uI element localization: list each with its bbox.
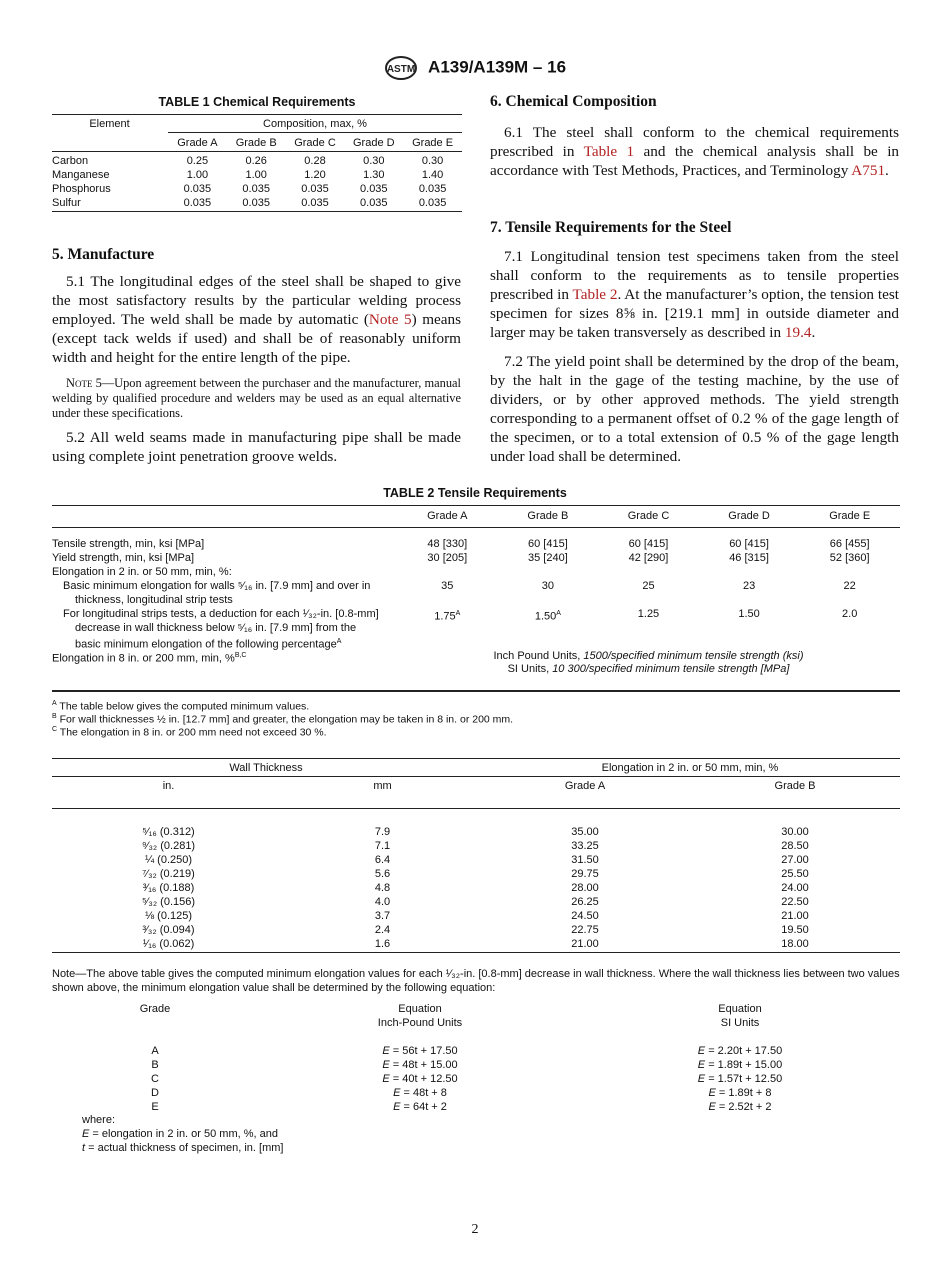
table-row [115, 1072, 820, 1086]
table-cell: 30 [205] [427, 552, 468, 564]
footnote-mark: A [455, 610, 461, 617]
elongation-8in-label [52, 649, 246, 666]
col-in-header: in. [162, 780, 175, 792]
table-row [115, 1086, 820, 1100]
eq-inch: E = 40t + 12.50 [382, 1073, 458, 1085]
table-row [115, 1044, 820, 1058]
table-cell: 18.00 [781, 938, 809, 950]
eq-text: = 1.89t + 8 [718, 1087, 772, 1099]
eq-grade: E [151, 1101, 159, 1113]
table-cell: 1.20 [304, 169, 326, 181]
eq-inch-header [340, 1002, 500, 1030]
table-row [52, 867, 900, 881]
table2-grade-header: Grade A [427, 510, 468, 522]
table-cell: 6.4 [374, 854, 391, 866]
table1-body [52, 154, 462, 210]
table-row [115, 1058, 820, 1072]
table-cell: 0.28 [304, 155, 326, 167]
table1-element-header: Element [89, 118, 130, 130]
table-row [52, 881, 900, 895]
label-text: basic minimum elongation of the following percentage [75, 638, 337, 651]
section6-para1 [490, 123, 899, 180]
table-cell: 19.50 [781, 924, 809, 936]
wall-thickness-header: Wall Thickness [229, 762, 303, 774]
table-cell: 1.50 [738, 608, 760, 620]
eq-text: = 64t + 2 [403, 1101, 447, 1113]
table-cell: 0.25 [186, 155, 209, 167]
table-row [52, 853, 900, 867]
section5-para2: 5.2 All weld seams made in manufacturing pipe shall be made using complete joint penetration groove welds. [52, 429, 461, 465]
svg-text:ASTM: ASTM [386, 64, 416, 75]
section7-para2: 7.2 The yield point shall be determined by the drop of the beam, by the halt in the gage of the testing machine, by the use of dividers, or by other approved methods. The yield strength corresponding to a permanent offset of 0.2 % of the gage length of the specimen, or to a total extension of 0.5 % of the gage length under load shall be determined. [490, 353, 899, 465]
note5-link[interactable]: Note 5 [368, 311, 412, 328]
table-row [52, 168, 462, 182]
table-cell: 1.00 [186, 169, 209, 181]
table-cell: 22.75 [571, 924, 599, 936]
section7-para1 [490, 247, 899, 342]
col-grade-b-header: Grade B [774, 780, 816, 792]
basic-elongation-label-1: Basic minimum elongation for walls ⁵⁄₁₆ in. [7.9 mm] and over in [63, 580, 371, 592]
table-cell: 30.00 [781, 826, 809, 838]
table-cell: 24.00 [781, 882, 809, 894]
table-cell: ¹⁄₁₆ (0.062) [142, 938, 195, 950]
footnote-mark: B,C [234, 652, 247, 659]
table-cell: 22.50 [781, 896, 809, 908]
eq-inch: E = 48t + 15.00 [382, 1059, 458, 1071]
inch-units-line [397, 649, 900, 663]
table1-grade-header: Grade C [294, 137, 336, 149]
table-row [52, 923, 900, 937]
table-cell: 21.00 [781, 910, 809, 922]
table2-grade-header: Grade E [829, 510, 871, 522]
eq-si: E = 2.52t + 2 [708, 1101, 772, 1113]
table-cell: 1.6 [374, 938, 391, 950]
table-cell: ³⁄₁₆ (0.188) [142, 882, 195, 894]
table2-grade-header: Grade B [527, 510, 569, 522]
eq-grade: B [151, 1059, 159, 1071]
table-cell: 30 [541, 580, 555, 592]
label-text: SI Units, [507, 663, 553, 675]
table-cell: 46 [315] [729, 552, 769, 564]
table1-grade-header: Grade D [353, 137, 395, 149]
table-cell: ⅛ (0.125) [144, 910, 193, 922]
table-cell: 23 [742, 580, 756, 592]
table-cell: 42 [290] [628, 552, 669, 564]
note-label: Note 5 [66, 376, 102, 390]
table-row [397, 579, 900, 593]
para-text: 5.1 The longitudinal edges of the steel shall be shaped to give the most satisfactory results by the particular welding process employed. The weld shall be made by automatic ( [52, 273, 461, 328]
tensile-label: Tensile strength, min, ksi [MPa] [52, 538, 205, 550]
table-cell: 33.25 [571, 840, 599, 852]
eq-inch: E = 56t + 17.50 [382, 1045, 458, 1057]
footnote-text: The table below gives the computed minimum values. [59, 700, 310, 713]
para-text: . [811, 324, 816, 341]
table-cell: 66 [455] [829, 538, 870, 550]
table-cell: ³⁄₃₂ (0.094) [142, 924, 195, 936]
section7-heading: 7. Tensile Requirements for the Steel [490, 219, 732, 236]
where-label: where: [82, 1114, 116, 1126]
table-cell: ⁵⁄₁₆ (0.312) [142, 826, 195, 838]
designation: A139/A139M – 16 [428, 57, 567, 77]
section5-para1 [52, 272, 461, 367]
table-cell: 26.25 [571, 896, 599, 908]
table-cell: 0.035 [183, 197, 212, 209]
para-text: . [885, 162, 889, 179]
table-cell: 0.30 [421, 155, 444, 167]
label-text: Elongation in 8 in. or 200 mm, min, % [52, 652, 235, 665]
table1-element: Carbon [52, 155, 89, 167]
eq-grade-header: Grade [139, 1003, 171, 1015]
deduction-label-2: decrease in wall thickness below ⁵⁄₁₆ in. [7.9 mm] from the [75, 622, 357, 634]
eq-text: = 1.89t + 15.00 [708, 1059, 783, 1071]
footnote-mark: A [336, 638, 342, 645]
table-cell: 0.035 [301, 197, 329, 209]
eq-inch: E = 48t + 8 [393, 1087, 447, 1099]
section-19-4-link[interactable]: 19.4 [784, 324, 812, 341]
table-cell: 0.035 [242, 183, 270, 195]
footnote-text: For wall thicknesses ½ in. [12.7 mm] and greater, the elongation may be taken in 8 in. or 200 mm. [59, 713, 514, 726]
page-number: 2 [471, 1222, 479, 1237]
elongation-header: Elongation in 2 in. or 50 mm, min, % [601, 762, 779, 774]
table-cell: 52 [360] [829, 552, 870, 564]
table-cell: 2.4 [374, 924, 391, 936]
table3-subheaders [52, 779, 900, 793]
table-cell: 1.25 [637, 608, 660, 620]
table-cell: 1.30 [363, 169, 385, 181]
table-cell: 0.035 [360, 197, 388, 209]
table-cell [498, 607, 599, 624]
footnote-mark: A [52, 700, 57, 707]
table1-grade-header: Grade E [412, 137, 454, 149]
footnote-mark: C [52, 726, 58, 733]
table1-element: Sulfur [52, 197, 81, 209]
eq-grade: C [151, 1073, 159, 1085]
table-cell: 35 [240] [528, 552, 568, 564]
para-text: ) means (except tack welds if used) and shall be of reasonably uniform width and height for the entire length of the pipe. [52, 311, 461, 366]
section6-heading: 6. Chemical Composition [490, 93, 657, 110]
table-cell: 3.7 [374, 910, 391, 922]
table-cell: 0.26 [245, 155, 267, 167]
table-cell: 35 [441, 580, 454, 592]
table1-grade-header: Grade A [177, 137, 218, 149]
si-units-line [397, 662, 900, 676]
eq-label: Equation [398, 1003, 442, 1015]
yield-label: Yield strength, min, ksi [MPa] [52, 552, 195, 564]
table-cell: 0.035 [301, 183, 329, 195]
table1-grade-headers [168, 136, 462, 150]
table-cell: 4.0 [374, 896, 391, 908]
equations-body [115, 1044, 820, 1114]
para-text: . At the manufacturer’s option, the tension test specimen for sizes 8⅝ in. [219.1 mm] in outside diameter and larger may be taken transversely as described in [490, 286, 899, 341]
astm-logo-icon [384, 56, 418, 80]
table-row [52, 909, 900, 923]
cell-value: 1.75 [434, 610, 456, 623]
def-t: t = actual thickness of specimen, in. [mm] [82, 1142, 284, 1154]
table-row [52, 839, 900, 853]
a751-link[interactable]: A751 [851, 162, 886, 179]
table2-grade-header: Grade C [627, 510, 670, 522]
table3-body [52, 825, 900, 951]
table-cell: 60 [415] [528, 538, 568, 550]
table-cell: 1.40 [421, 169, 444, 181]
table-cell: 60 [415] [729, 538, 769, 550]
eq-text: = 48t + 15.00 [392, 1059, 458, 1071]
table-row [115, 1100, 820, 1114]
table-cell: 2.0 [842, 608, 858, 620]
eq-grade: A [151, 1045, 159, 1057]
table-cell: 28.00 [571, 882, 599, 894]
basic-elongation-label-2: thickness, longitudinal strip tests [75, 594, 233, 606]
table-cell: 0.035 [418, 183, 447, 195]
table-cell: 28.50 [781, 840, 809, 852]
eq-text: = 2.20t + 17.50 [708, 1045, 783, 1057]
table-row [52, 182, 462, 196]
eq-text: = 2.52t + 2 [718, 1101, 772, 1113]
table-row [52, 154, 462, 168]
table-cell: 60 [415] [628, 538, 669, 550]
table-row [397, 607, 900, 624]
table1-composition-header: Composition, max, % [263, 118, 367, 130]
table2-title: TABLE 2 Tensile Requirements [383, 486, 567, 500]
table-cell: ⁵⁄₃₂ (0.156) [141, 896, 196, 908]
table-cell: 7.1 [374, 840, 391, 852]
eq-text: = 48t + 8 [403, 1087, 447, 1099]
table-cell: ⁷⁄₃₂ (0.219) [142, 868, 195, 880]
table1-element: Manganese [52, 169, 110, 181]
note-text: —Upon agreement between the purchaser and the manufacturer, manual welding by qualified procedure and welders may be used as an equal alternative under these specifications. [52, 376, 461, 420]
table-cell: 48 [330] [427, 538, 468, 550]
note5 [52, 376, 461, 421]
table-cell: 21.00 [571, 938, 599, 950]
footnote-mark: B [52, 713, 57, 720]
table-cell: 22 [843, 580, 856, 592]
table-row [52, 895, 900, 909]
eq-text: = 56t + 17.50 [392, 1045, 458, 1057]
eq-label: Equation [718, 1003, 762, 1015]
table-cell: 0.30 [363, 155, 385, 167]
table2-link[interactable]: Table 2 [572, 286, 618, 303]
table-cell: 24.50 [571, 910, 599, 922]
eq-si: E = 1.89t + 15.00 [697, 1059, 783, 1071]
table1-title: TABLE 1 Chemical Requirements [158, 95, 356, 109]
table-cell: 0.035 [360, 183, 388, 195]
table-cell: 4.8 [374, 882, 391, 894]
footnote-text: The elongation in 8 in. or 200 mm need not exceed 30 %. [59, 726, 327, 739]
footnote-mark: A [556, 610, 561, 617]
table-cell: 0.035 [242, 197, 270, 209]
table-cell: 35.00 [571, 826, 599, 838]
eq-grade: D [151, 1087, 159, 1099]
eq-si: E = 2.20t + 17.50 [697, 1045, 783, 1057]
table-row [52, 825, 900, 839]
label-text: Inch Pound Units, [493, 650, 584, 662]
eq-inch: E = 64t + 2 [393, 1101, 447, 1113]
formula: 10 300/specified minimum tensile strength [MPa] [552, 663, 790, 675]
cell-value: 1.50 [534, 610, 557, 623]
table-row [397, 551, 900, 565]
table-cell: 0.035 [183, 183, 212, 195]
table-cell: ¼ (0.250) [144, 854, 193, 866]
formula: 1500/specified minimum tensile strength (ksi) [583, 650, 804, 662]
para-text: and the chemical analysis shall be in accordance with Test Methods, Practices, and Terminology [490, 143, 900, 179]
elongation-label: Elongation in 2 in. or 50 mm, min, %: [52, 566, 232, 578]
eq-units-label: Inch-Pound Units [377, 1017, 463, 1029]
table-row [52, 196, 462, 210]
table2-grade-headers [397, 509, 900, 523]
table-cell [397, 607, 498, 624]
table1-grade-header: Grade B [235, 137, 277, 149]
footnote-c [52, 723, 327, 740]
deduction-label-1: For longitudinal strips tests, a deduction for each ¹⁄₃₂-in. [0.8-mm] [63, 608, 379, 620]
def-e: E = elongation in 2 in. or 50 mm, %, and [82, 1128, 278, 1140]
col-mm-header: mm [373, 780, 392, 792]
table-cell: 7.9 [374, 826, 391, 838]
table-cell: 0.035 [418, 197, 447, 209]
eq-si-header [660, 1002, 820, 1030]
table-row [397, 537, 900, 551]
table-cell: 31.50 [571, 854, 599, 866]
table-cell: 1.00 [245, 169, 267, 181]
table-cell: 27.00 [781, 854, 809, 866]
def-text: = actual thickness of specimen, in. [mm] [85, 1142, 284, 1154]
eq-si: E = 1.57t + 12.50 [697, 1073, 783, 1085]
table-note: Note—The above table gives the computed minimum elongation values for each ¹⁄₃₂-in. [0.8-mm] decrease in wall thickness. Where the wall thickness lies between two values shown above, the minimum elongation value shall be determined by the following equation: [52, 968, 900, 994]
table-cell: 5.6 [374, 868, 391, 880]
table1-element: Phosphorus [52, 183, 111, 195]
def-text: = elongation in 2 in. or 50 mm, %, and [89, 1128, 278, 1140]
table-row [52, 937, 900, 951]
para-text: 6.1 The steel shall conform to the chemical requirements prescribed in [490, 124, 899, 160]
col-grade-a-header: Grade A [564, 780, 606, 792]
table2-grade-header: Grade D [728, 510, 770, 522]
eq-text: = 40t + 12.50 [392, 1073, 458, 1085]
eq-text: = 1.57t + 12.50 [708, 1073, 783, 1085]
table-cell: 25 [642, 580, 655, 592]
eq-si: E = 1.89t + 8 [708, 1087, 772, 1099]
table-cell: 29.75 [571, 868, 599, 880]
table-cell: ⁹⁄₃₂ (0.281) [141, 840, 196, 852]
para-text: 7.1 Longitudinal tension test specimens taken from the steel shall conform to the requirements as to tensile properties prescribed in [490, 248, 899, 303]
page-header [0, 56, 950, 80]
table-cell: 25.50 [781, 868, 809, 880]
eq-units-label: SI Units [720, 1017, 760, 1029]
table1-link[interactable]: Table 1 [583, 143, 635, 160]
section5-heading: 5. Manufacture [52, 246, 155, 263]
